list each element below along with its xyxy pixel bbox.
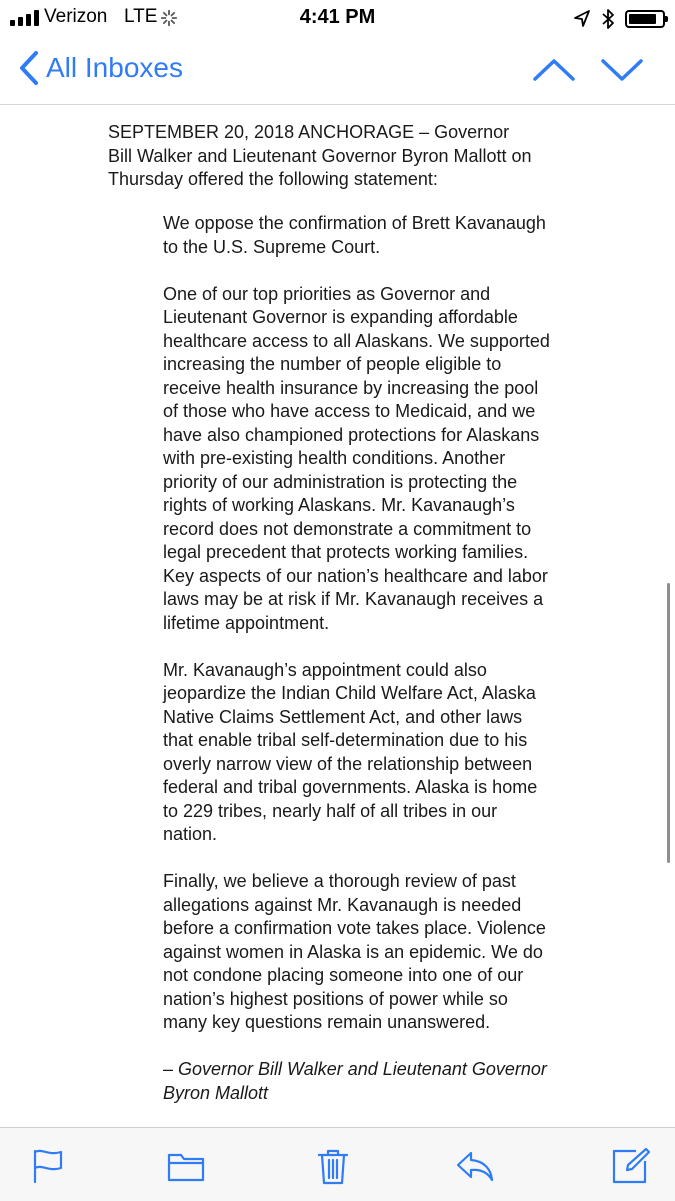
flag-icon[interactable]	[28, 1146, 68, 1186]
location-icon	[573, 9, 591, 29]
statement-paragraph: We oppose the confirmation of Brett Kavanaugh to the U.S. Supreme Court.	[163, 213, 546, 257]
chevron-left-icon	[18, 50, 40, 86]
message-nav-bar	[0, 36, 675, 105]
statement-paragraph: One of our top priorities as Governor and Lieutenant Governor is expanding affordable healthcare access to all Alaskans. We supported increasing the number of people eligible to receive health insurance by increasing the pool of those who have access to Medicaid, and we have also championed protections for Alaskans with pre-existing health conditions. Another priority of our administration is protecting the rights of working Alaskans. Mr. Kavanaugh’s record does not demonstrate a commitment to legal precedent that protects working families. Key aspects of our nation’s healthcare and labor laws may be at risk if Mr. Kavanaugh receives a lifetime appointment.	[163, 283, 550, 633]
message-toolbar	[0, 1127, 675, 1201]
status-time: 4:41 PM	[299, 6, 376, 28]
carrier-name: Verizon	[44, 6, 108, 27]
chevron-up-icon[interactable]	[531, 52, 577, 88]
statement-paragraph: Mr. Kavanaugh’s appointment could also jeopardize the Indian Child Welfare Act, Alaska Native Claims Settlement Act, and other laws that enable tribal self-determination due to his overly narrow view of the relationship between federal and tribal governments. Alaska is home to 229 tribes, nearly half of all tribes in our nation.	[163, 659, 538, 844]
statement-signature: – Governor Bill Walker and Lieutenant Governor Byron Mallott	[163, 1059, 547, 1103]
message-body[interactable]	[0, 105, 675, 1127]
scroll-indicator[interactable]	[667, 583, 670, 863]
network-type: LTE	[124, 6, 158, 27]
trash-icon[interactable]	[313, 1146, 353, 1186]
back-to-inboxes-button[interactable]	[18, 50, 183, 86]
compose-icon[interactable]	[610, 1146, 650, 1186]
status-bar	[0, 0, 675, 36]
battery-icon	[625, 10, 665, 28]
reply-icon[interactable]	[455, 1146, 495, 1186]
back-button-label: All Inboxes	[46, 52, 183, 83]
bluetooth-icon	[601, 8, 615, 30]
statement-paragraph: Finally, we believe a thorough review of past allegations against Mr. Kavanaugh is needed before a confirmation vote takes place. Violence against women in Alaska is an epidemic. We do not condone placing someone into one of our nation’s highest positions of power while so many key questions remain unanswered.	[163, 871, 546, 1032]
folder-icon[interactable]	[166, 1146, 206, 1186]
chevron-down-icon[interactable]	[599, 52, 645, 88]
message-intro: SEPTEMBER 20, 2018 ANCHORAGE – Governor Bill Walker and Lieutenant Governor Byron Mallott on Thursday offered the following statement:	[108, 122, 532, 189]
quoted-statement	[163, 212, 553, 1127]
battery-level	[629, 14, 656, 24]
